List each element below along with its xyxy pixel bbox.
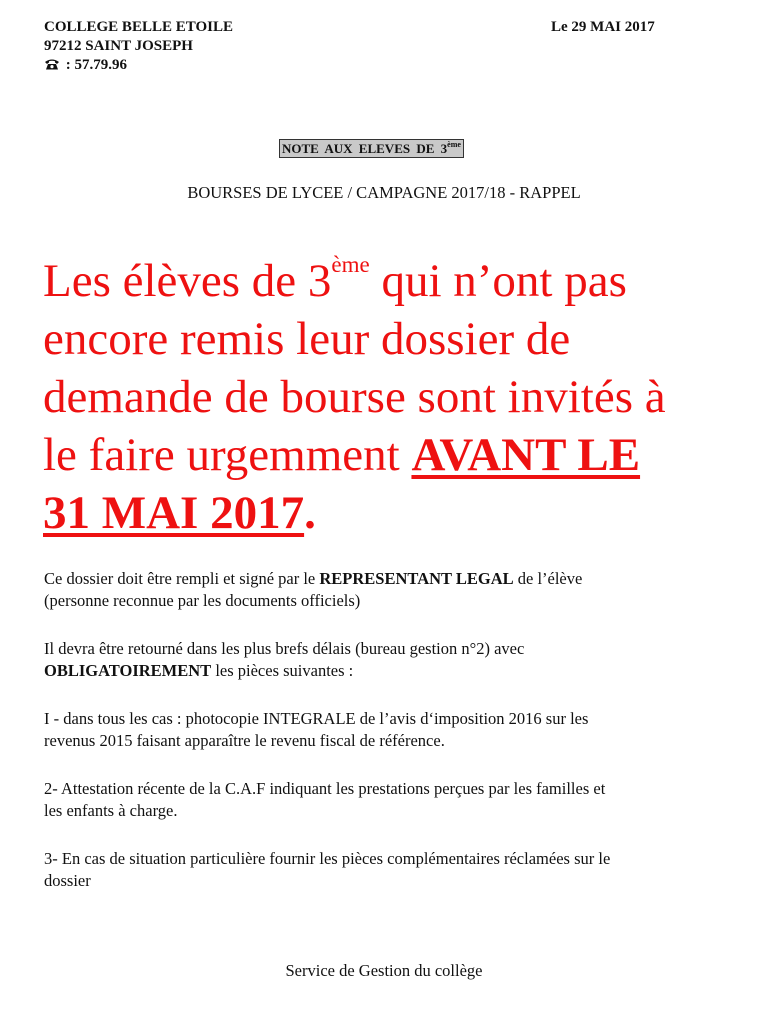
paragraph-line: (personne reconnue par les documents officiels) xyxy=(44,591,361,610)
paragraph-line: 3- En cas de situation particulière fournir les pièces complémentaires réclamées sur le xyxy=(44,849,611,868)
school-name: COLLEGE BELLE ETOILE xyxy=(44,19,233,35)
paragraph-item-1 xyxy=(44,708,744,752)
notice-line-5 xyxy=(43,484,755,542)
phone-number: : 57.79.96 xyxy=(62,57,127,73)
notice-line-1 xyxy=(43,252,755,310)
paragraph-text: de l’élève xyxy=(513,569,583,588)
notice-text: qui n’ont pas xyxy=(369,255,627,307)
note-title-sup: ème xyxy=(447,140,461,149)
paragraph-text: Ce dossier doit être rempli et signé par le xyxy=(44,569,320,588)
notice-period: . xyxy=(304,487,316,539)
school-header xyxy=(44,18,233,75)
paragraph-legal-representative xyxy=(44,568,744,612)
red-notice xyxy=(43,252,755,542)
notice-text: Les élèves de 3 xyxy=(43,255,332,307)
paragraph-line: revenus 2015 faisant apparaître le revenu fiscal de référence. xyxy=(44,731,445,750)
paragraph-line: dossier xyxy=(44,871,91,890)
paragraph-line: Il devra être retourné dans les plus brefs délais (bureau gestion n°2) avec xyxy=(44,639,525,658)
deadline-date: 31 MAI 2017 xyxy=(43,487,305,539)
paragraph-item-2 xyxy=(44,778,744,822)
school-address: 97212 SAINT JOSEPH xyxy=(44,38,193,54)
paragraph-line xyxy=(44,568,744,590)
notice-line-4 xyxy=(43,426,755,484)
telephone-icon xyxy=(44,58,60,70)
school-phone xyxy=(44,56,233,75)
paragraph-line: 2- Attestation récente de la C.A.F indiquant les prestations perçues par les familles et xyxy=(44,779,606,798)
notice-line-3: demande de bourse sont invités à xyxy=(43,371,666,423)
footer-signature: Service de Gestion du collège xyxy=(285,961,483,980)
paragraph-return-instructions xyxy=(44,638,744,682)
notice-sup: ème xyxy=(331,252,370,277)
paragraph-bold: OBLIGATOIREMENT xyxy=(44,661,212,680)
paragraph-bold: REPRESENTANT LEGAL xyxy=(319,569,514,588)
notice-text: le faire urgemment xyxy=(43,429,412,481)
note-title xyxy=(279,139,464,158)
deadline-text: AVANT LE xyxy=(411,429,641,481)
notice-line-2: encore remis leur dossier de xyxy=(43,313,571,365)
paragraph-text: les pièces suivantes : xyxy=(211,661,354,680)
subject-line: BOURSES DE LYCEE / CAMPAGNE 2017/18 - RAPPEL xyxy=(187,183,581,202)
paragraph-line xyxy=(44,660,744,682)
note-title-text: NOTE AUX ELEVES DE 3 xyxy=(282,141,448,156)
paragraph-line: les enfants à charge. xyxy=(44,801,178,820)
document-date: Le 29 MAI 2017 xyxy=(551,19,655,35)
paragraph-line: I - dans tous les cas : photocopie INTEGRALE de l’avis d‘imposition 2016 sur les xyxy=(44,709,589,728)
paragraph-item-3 xyxy=(44,848,744,892)
